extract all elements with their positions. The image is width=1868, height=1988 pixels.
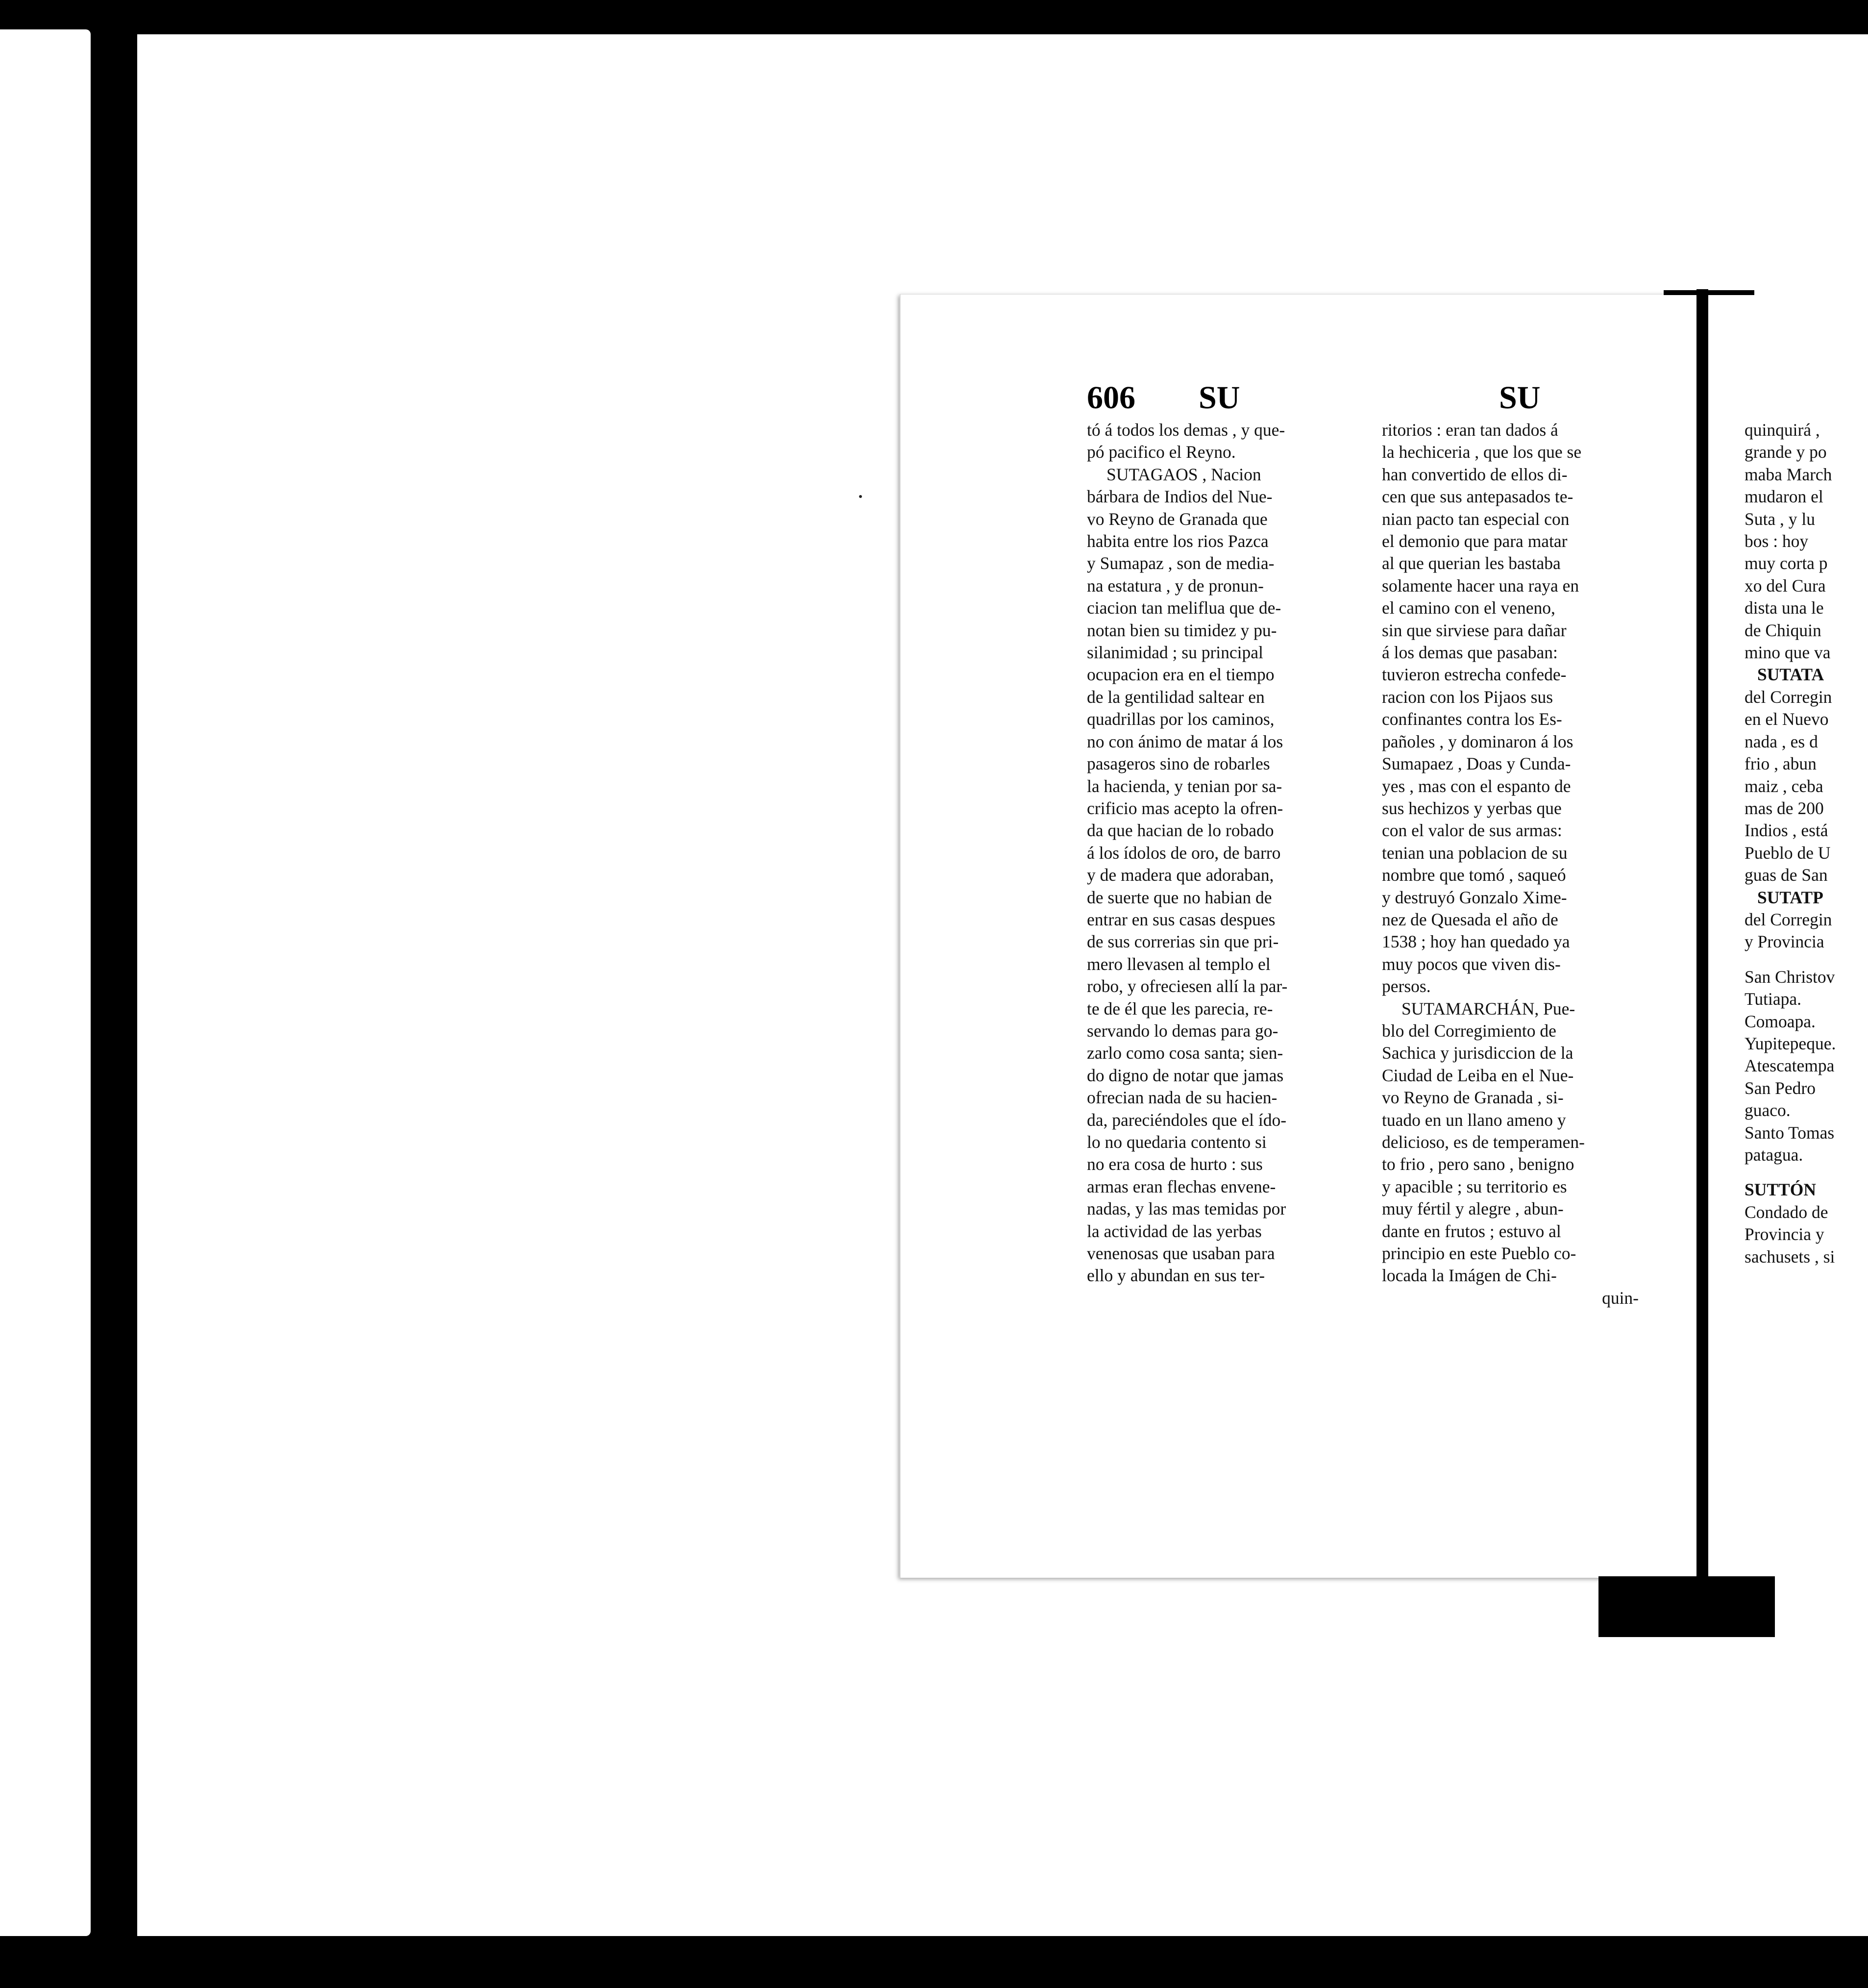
text-line: San Pedro: [1745, 1078, 1816, 1098]
text-line: SUTTÓN: [1745, 1180, 1816, 1200]
text-line: guas de San: [1745, 865, 1828, 885]
text-line: ofrecian nada de su hacien-: [1087, 1088, 1278, 1108]
text-line: pasageros sino de robarles: [1087, 754, 1270, 774]
text-line: con el valor de sus armas:: [1382, 820, 1562, 841]
text-line: SUTAMARCHÁN, Pue-: [1401, 998, 1575, 1019]
text-line: y apacible ; su territorio es: [1382, 1176, 1567, 1196]
text-line: de Chiquin: [1745, 620, 1821, 640]
text-line: ocupacion era en el tiempo: [1087, 665, 1275, 685]
text-line: tuvieron estrecha confede-: [1382, 665, 1567, 685]
text-line: han convertido de ellos di-: [1382, 464, 1568, 484]
text-line: de la gentilidad saltear en: [1087, 687, 1265, 707]
text-line: á los ídolos de oro, de barro: [1087, 843, 1281, 863]
text-line: de sus correrias sin que pri-: [1087, 932, 1279, 952]
text-line: y destruyó Gonzalo Xime-: [1382, 887, 1567, 907]
text-line: bárbara de Indios del Nue-: [1087, 487, 1273, 507]
text-line: 1538 ; hoy han quedado ya: [1382, 932, 1570, 952]
text-line: bos : hoy: [1745, 531, 1809, 551]
text-line: mas de 200: [1745, 798, 1824, 818]
text-line: nian pacto tan especial con: [1382, 509, 1570, 529]
running-head-left: SU: [1199, 380, 1240, 416]
text-line: yes , mas con el espanto de: [1382, 776, 1571, 796]
text-line: te de él que les parecia, re-: [1087, 998, 1273, 1019]
scanner-mark: [1598, 1576, 1775, 1637]
text-line: frio , abun: [1745, 754, 1817, 774]
text-line: San Christov: [1745, 967, 1835, 987]
text-line: Suta , y lu: [1745, 509, 1815, 529]
text-line: solamente hacer una raya en: [1382, 575, 1579, 596]
text-line: y de madera que adoraban,: [1087, 865, 1274, 885]
text-line: Santo Tomas: [1745, 1122, 1835, 1143]
facing-page-edge: [0, 29, 91, 1936]
text-line: Tutiapa.: [1745, 989, 1802, 1009]
text-line: ritorios : eran tan dados á: [1382, 420, 1558, 440]
text-line: Ciudad de Leiba en el Nue-: [1382, 1065, 1574, 1085]
text-line: entrar en sus casas despues: [1087, 909, 1276, 929]
page-number: 606: [1087, 380, 1135, 416]
text-line: no era cosa de hurto : sus: [1087, 1154, 1263, 1174]
text-line: Indios , está: [1745, 820, 1828, 841]
text-line: blo del Corregimiento de: [1382, 1020, 1556, 1041]
text-line: el demonio que para matar: [1382, 531, 1568, 551]
text-line: y Sumapaz , son de media-: [1087, 553, 1275, 573]
text-column-right: [1382, 419, 1639, 1309]
text-line: Sachica y jurisdiccion de la: [1382, 1043, 1573, 1063]
text-line: no con ánimo de matar á los: [1087, 731, 1283, 751]
text-line: muy pocos que viven dis-: [1382, 954, 1561, 974]
text-line: vo Reyno de Granada , si-: [1382, 1088, 1564, 1108]
text-line: pó pacifico el Reyno.: [1087, 442, 1236, 462]
text-line: lo no quedaria contento si: [1087, 1132, 1267, 1152]
text-line: locada la Imágen de Chi-: [1382, 1266, 1557, 1286]
text-line: muy corta p: [1745, 553, 1828, 573]
text-line: zarlo como cosa santa; sien-: [1087, 1043, 1283, 1063]
text-line: del Corregin: [1745, 687, 1832, 707]
text-line: mino que va: [1745, 643, 1831, 663]
text-line: sin que sirviese para dañar: [1382, 620, 1567, 640]
text-line: patagua.: [1745, 1145, 1803, 1165]
text-line: quadrillas por los caminos,: [1087, 709, 1275, 729]
text-line: ello y abundan en sus ter-: [1087, 1266, 1265, 1286]
text-column-left: [1087, 419, 1346, 1287]
text-line: Provincia y: [1745, 1224, 1824, 1244]
text-line: tenian una poblacion de su: [1382, 843, 1568, 863]
text-line: mero llevasen al templo el: [1087, 954, 1271, 974]
book-page: [900, 294, 1701, 1578]
text-line: vo Reyno de Granada que: [1087, 509, 1268, 529]
text-line: el camino con el veneno,: [1382, 598, 1555, 618]
text-line: na estatura , y de pronun-: [1087, 575, 1264, 596]
text-line: venenosas que usaban para: [1087, 1243, 1275, 1264]
text-line: principio en este Pueblo co-: [1382, 1243, 1576, 1264]
text-line: al que querian les bastaba: [1382, 553, 1561, 573]
text-line: do digno de notar que jamas: [1087, 1065, 1284, 1085]
speck: [859, 495, 862, 498]
text-line: mudaron el: [1745, 487, 1823, 507]
text-line: xo del Cura: [1745, 575, 1826, 596]
text-line: persos.: [1382, 976, 1431, 996]
text-line: SUTAGAOS , Nacion: [1106, 464, 1261, 484]
text-line: muy fértil y alegre , abun-: [1382, 1199, 1564, 1219]
text-line: nez de Quesada el año de: [1382, 909, 1558, 929]
running-head-center: SU: [1499, 380, 1541, 416]
text-line: da, pareciéndoles que el ído-: [1087, 1110, 1287, 1130]
text-line: la hacienda, y tenian por sa-: [1087, 776, 1282, 796]
text-line: confinantes contra los Es-: [1382, 709, 1562, 729]
text-line: Comoapa.: [1745, 1011, 1816, 1031]
text-line: servando lo demas para go-: [1087, 1020, 1278, 1041]
text-line: nombre que tomó , saqueó: [1382, 865, 1566, 885]
text-line: maiz , ceba: [1745, 776, 1823, 796]
text-line: robo, y ofreciesen allí la par-: [1087, 976, 1288, 996]
text-line: la hechiceria , que los que se: [1382, 442, 1582, 462]
text-line: to frio , pero sano , benigno: [1382, 1154, 1574, 1174]
text-line: racion con los Pijaos sus: [1382, 687, 1553, 707]
gutter-shadow: [1696, 289, 1708, 1583]
text-line: silanimidad ; su principal: [1087, 643, 1263, 663]
next-page-fragment: [1708, 299, 1868, 1573]
text-line: á los demas que pasaban:: [1382, 643, 1558, 663]
text-line: maba March: [1745, 464, 1832, 484]
text-line: quin-: [1602, 1288, 1639, 1308]
text-line: [1745, 1166, 1836, 1179]
text-line: del Corregin: [1745, 909, 1832, 929]
text-line: armas eran flechas envene-: [1087, 1176, 1276, 1196]
text-line: tuado en un llano ameno y: [1382, 1110, 1566, 1130]
text-line: sus hechizos y yerbas que: [1382, 798, 1562, 818]
text-line: SUTATA: [1757, 665, 1824, 685]
text-line: nadas, y las mas temidas por: [1087, 1199, 1286, 1219]
text-line: crificio mas acepto la ofren-: [1087, 798, 1283, 818]
text-line: dista una le: [1745, 598, 1824, 618]
text-line: cen que sus antepasados te-: [1382, 487, 1573, 507]
text-line: sachusets , si: [1745, 1246, 1835, 1267]
text-line: da que hacian de lo robado: [1087, 820, 1274, 841]
gutter-shadow-top: [1664, 290, 1754, 295]
text-line: Condado de: [1745, 1202, 1828, 1222]
text-line: la actividad de las yerbas: [1087, 1221, 1262, 1241]
text-line: Sumapaez , Doas y Cunda-: [1382, 754, 1571, 774]
text-line: pañoles , y dominaron á los: [1382, 731, 1573, 751]
text-line: nada , es d: [1745, 731, 1818, 751]
text-line: grande y po: [1745, 442, 1827, 462]
text-line: quinquirá ,: [1745, 420, 1820, 440]
text-line: Atescatempa: [1745, 1056, 1835, 1076]
text-line: de suerte que no habian de: [1087, 887, 1272, 907]
text-line: SUTATP: [1757, 887, 1823, 907]
text-line: delicioso, es de temperamen-: [1382, 1132, 1585, 1152]
text-line: guaco.: [1745, 1100, 1791, 1120]
text-line: ciacion tan meliflua que de-: [1087, 598, 1281, 618]
text-line: notan bien su timidez y pu-: [1087, 620, 1277, 640]
text-line: [1745, 953, 1836, 966]
text-line: dante en frutos ; estuvo al: [1382, 1221, 1561, 1241]
text-line: Yupitepeque.: [1745, 1033, 1836, 1053]
text-line: habita entre los rios Pazca: [1087, 531, 1269, 551]
text-line: en el Nuevo: [1745, 709, 1829, 729]
text-line: Pueblo de U: [1745, 843, 1831, 863]
text-line: y Provincia: [1745, 932, 1824, 952]
text-column-far-right: [1745, 419, 1836, 1268]
text-line: tó á todos los demas , y que-: [1087, 420, 1285, 440]
